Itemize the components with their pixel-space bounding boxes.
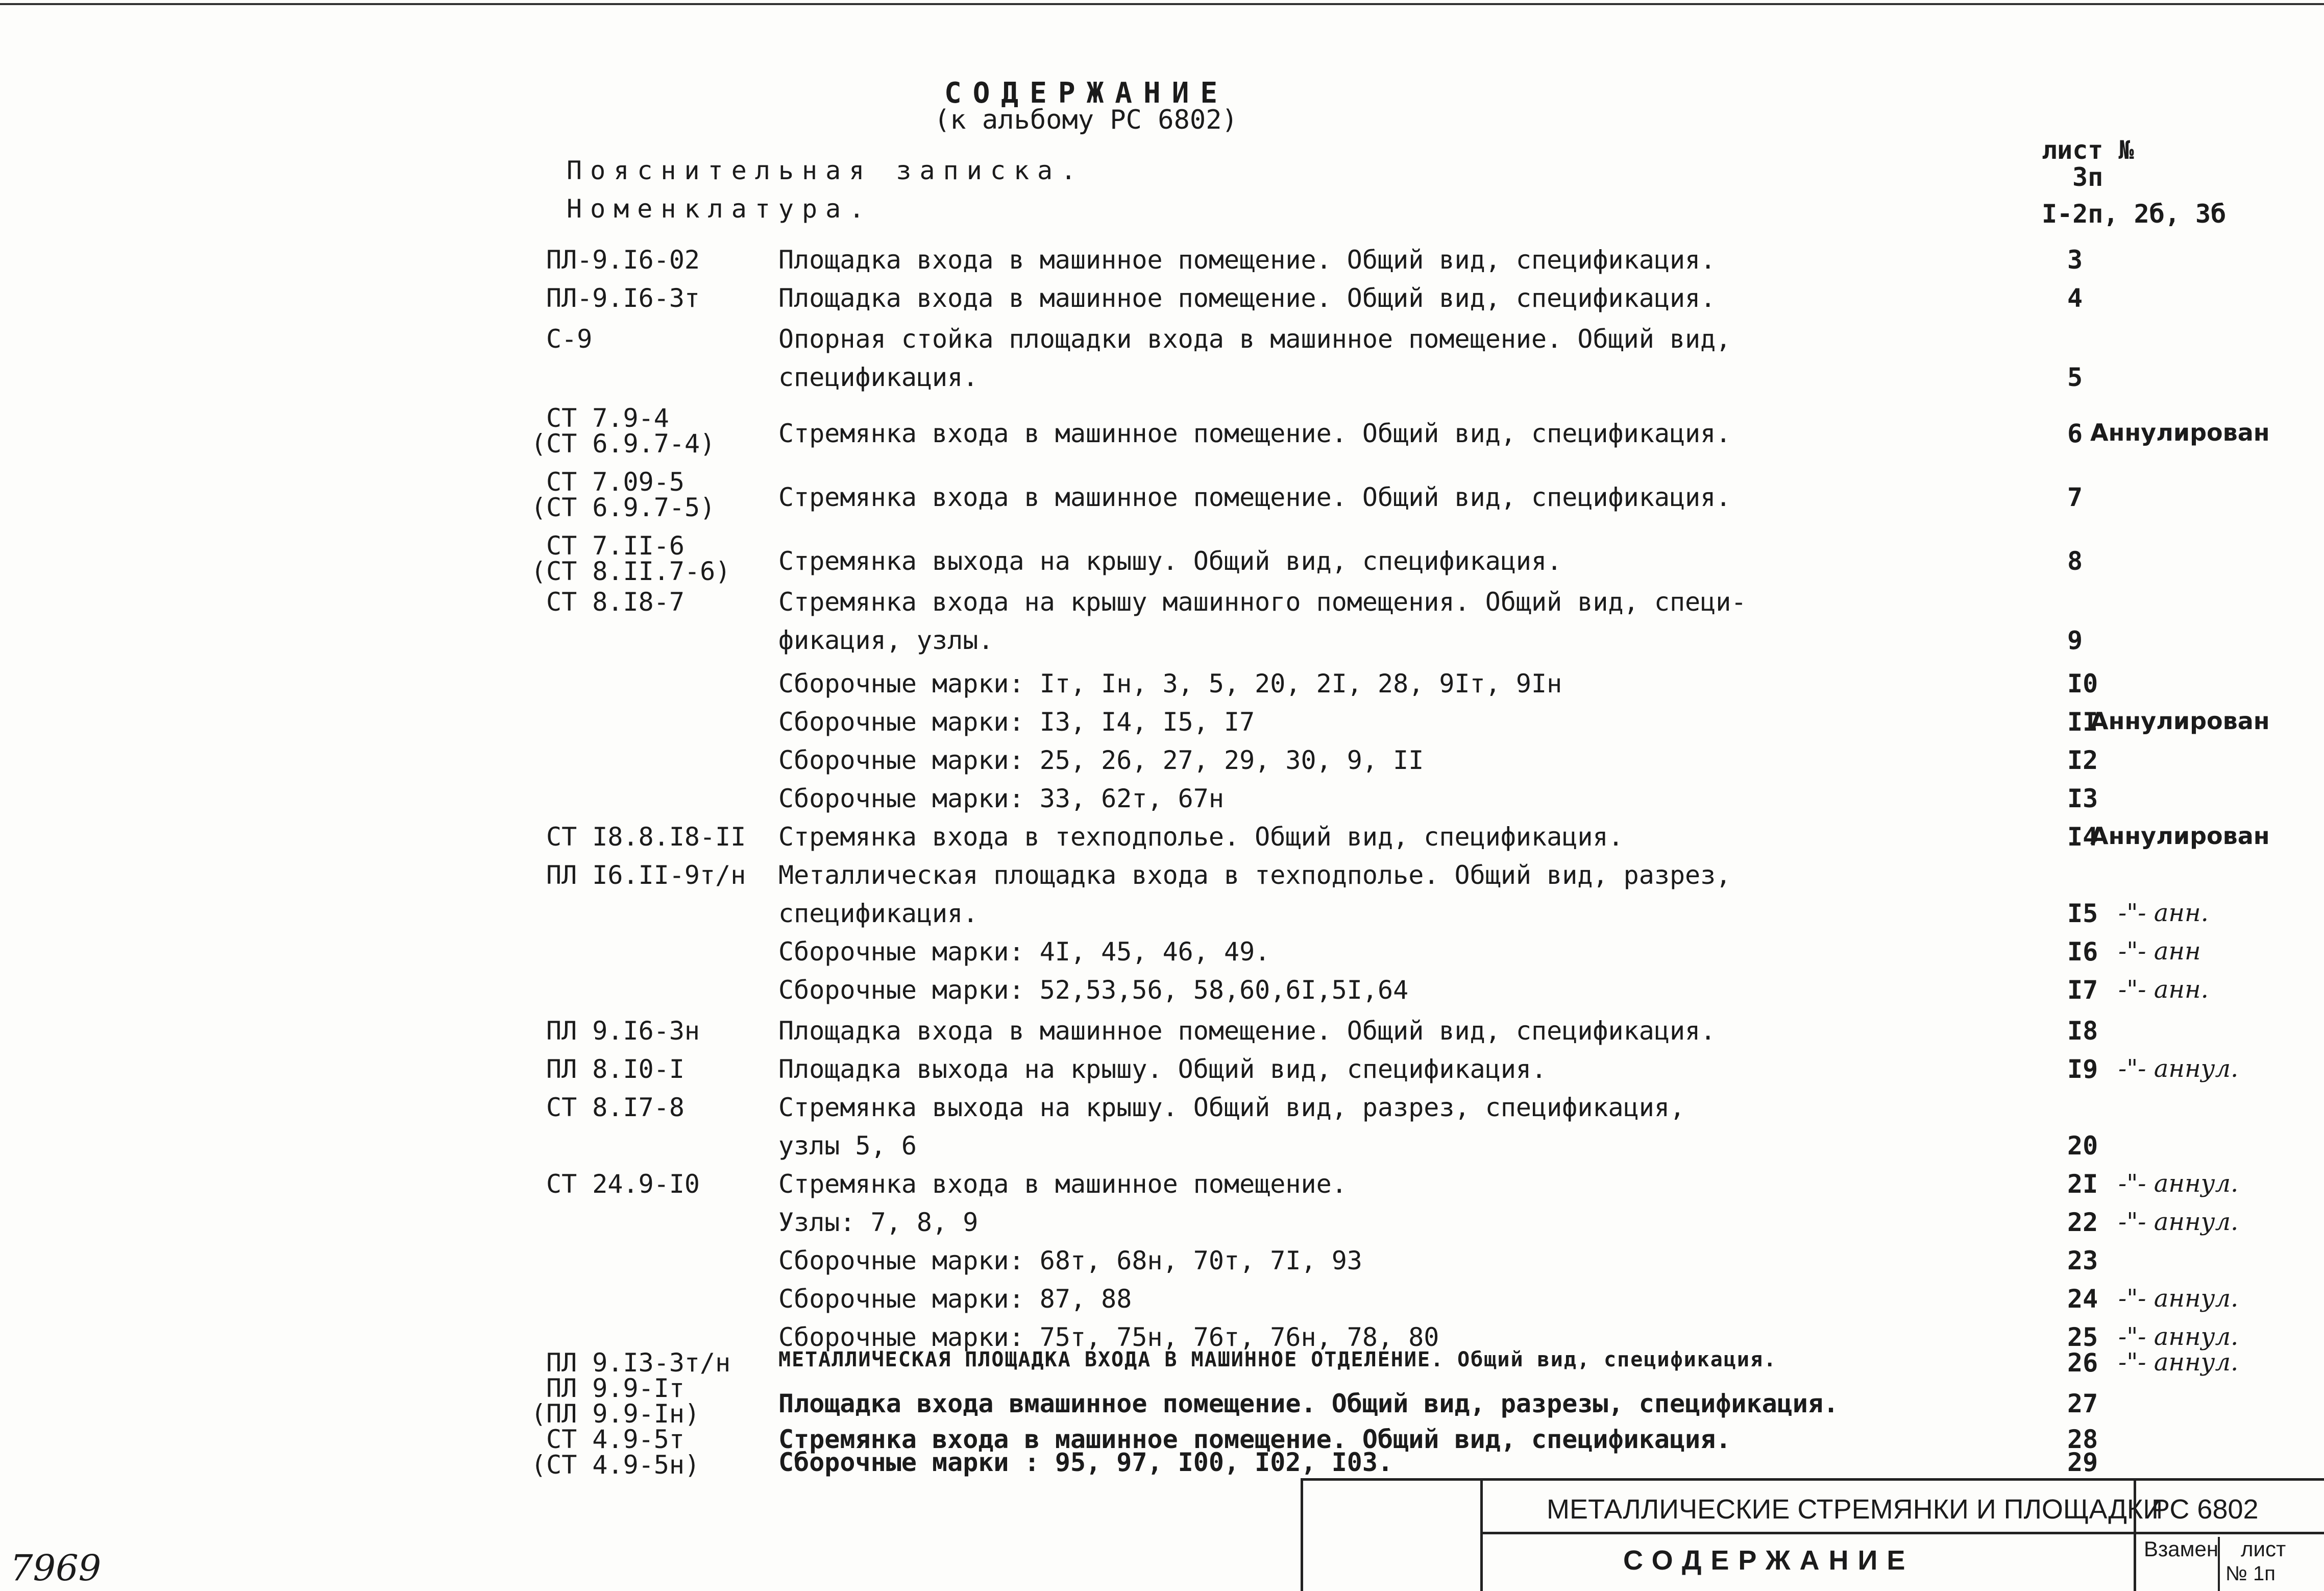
- entry-sheet-number: II: [2067, 707, 2098, 737]
- entry-description: Стремянка входа в техподполье. Общий вид, спецификация.: [778, 822, 1624, 852]
- entry-description: Стремянка выхода на крышу. Общий вид, разрез, спецификация,: [778, 1093, 1685, 1122]
- entry-code-alt: (СТ 6.9.7-4): [531, 429, 716, 459]
- entry-description: Площадка входа в машинное помещение. Общий вид, спецификация.: [778, 1016, 1716, 1046]
- entry-sheet-number: I0: [2067, 669, 2098, 698]
- entry-sheet-number: 25: [2067, 1322, 2098, 1352]
- entry-description: Сборочные марки: 52,53,56, 58,60,6I,5I,64: [778, 975, 1409, 1005]
- entry-code: СТ 7.9-4: [546, 403, 669, 433]
- entry-description: Площадка входа вмашинное помещение. Общий вид, разрезы, спецификация.: [778, 1389, 1839, 1418]
- entry-sheet-number: 26: [2067, 1348, 2098, 1378]
- entry-description: Стремянка входа в машинное помещение.: [778, 1169, 1347, 1199]
- entry-status-note: -"- аннул.: [2118, 1322, 2239, 1351]
- entry-sheet-number: 27: [2067, 1389, 2098, 1418]
- entry-description: Сборочные марки: 33, 62т, 67н: [778, 784, 1224, 813]
- entry-sheet-number: 4: [2067, 283, 2083, 313]
- entry-sheet-number: 2I: [2067, 1169, 2098, 1199]
- entry-sheet-number: I3: [2067, 784, 2098, 813]
- entry-code: ПЛ I6.II-9т/н: [546, 860, 746, 890]
- margin-handwritten-number: 7969: [10, 1547, 102, 1589]
- entry-sheet-number: I5: [2067, 899, 2098, 928]
- entry-description: Сборочные марки: Iт, Iн, 3, 5, 20, 2I, 28, 9Iт, 9Iн: [778, 669, 1562, 698]
- entry-status-note: -"- аннул.: [2118, 1054, 2239, 1083]
- entry-code: СТ I8.8.I8-II: [546, 822, 746, 852]
- entry-description: Сборочные марки: 75т, 75н, 76т, 76н, 78, 80: [778, 1322, 1439, 1352]
- entry-code-alt: (СТ 6.9.7-5): [531, 493, 716, 522]
- stamp-left-border: [1301, 1478, 1303, 1591]
- entry-sheet-number: 3: [2067, 245, 2083, 275]
- entry-status-note: -"- анн: [2118, 937, 2201, 966]
- entry-code: ПЛ-9.I6-02: [546, 245, 700, 275]
- entry-code-alt: (ПЛ 9.9-Iн): [531, 1399, 700, 1429]
- entry-description: Сборочные марки: 25, 26, 27, 29, 30, 9, II: [778, 745, 1424, 775]
- entry-description: Стремянка выхода на крышу. Общий вид, спецификация.: [778, 546, 1562, 576]
- entry-code: ПЛ 8.I0-I: [546, 1054, 684, 1084]
- entry-description: Стремянка входа в машинное помещение. Общий вид, спецификация.: [778, 1425, 1731, 1454]
- entry-status-note: Аннулирован: [2090, 707, 2270, 735]
- stamp-middle-border: [1480, 1532, 2324, 1534]
- entry-description: Стремянка входа на крышу машинного помещения. Общий вид, специ-: [778, 587, 1747, 617]
- entry-sheet-number: 7: [2067, 483, 2083, 512]
- top-border-line: [0, 3, 2324, 5]
- stamp-code: РС 6802: [2151, 1494, 2259, 1525]
- entry-description: Стремянка входа в машинное помещение. Общий вид, спецификация.: [778, 419, 1731, 448]
- entry-description: Площадка выхода на крышу. Общий вид, спецификация.: [778, 1054, 1547, 1084]
- entry-description: Сборочные марки: 4I, 45, 46, 49.: [778, 937, 1270, 967]
- sheet-column-header: лист №: [2042, 135, 2134, 165]
- entry-sheet-number: 20: [2067, 1131, 2098, 1161]
- entry-sheet-number: I9: [2067, 1054, 2098, 1084]
- entry-code: ПЛ 9.I6-3н: [546, 1016, 700, 1046]
- stamp-inner-border: [1480, 1478, 1483, 1591]
- entry-description-continued: спецификация.: [778, 363, 978, 392]
- stamp-sheet-label: лист: [2241, 1537, 2286, 1561]
- entry-sheet-number: I7: [2067, 975, 2098, 1005]
- entry-sheet-number: I2: [2067, 745, 2098, 775]
- entry-sheet-number: 5: [2067, 363, 2083, 392]
- entry-description: МЕТАЛЛИЧЕСКАЯ ПЛОЩАДКА ВХОДА В МАШИННОЕ ОТДЕЛЕНИЕ. Общий вид, спецификация.: [778, 1348, 1777, 1371]
- entry-code-alt: (СТ 8.II.7-6): [531, 557, 731, 586]
- entry-code: СТ 7.09-5: [546, 467, 684, 497]
- intro-explanatory-note: Пояснительная записка.: [567, 156, 1085, 185]
- entry-code: ПЛ 9.I3-3т/н: [546, 1348, 731, 1378]
- entry-sheet-number: I8: [2067, 1016, 2098, 1046]
- entry-code: СТ 8.I7-8: [546, 1093, 684, 1122]
- entry-sheet-number: 22: [2067, 1208, 2098, 1237]
- entry-status-note: -"- аннул.: [2118, 1208, 2239, 1236]
- entry-description-continued: узлы 5, 6: [778, 1131, 917, 1161]
- entry-description: Узлы: 7, 8, 9: [778, 1208, 978, 1237]
- entry-status-note: -"- анн.: [2118, 975, 2209, 1004]
- entry-description-continued: Сборочные марки : 95, 97, I00, I02, I03.: [778, 1448, 1393, 1477]
- entry-sheet-number-second: 29: [2067, 1448, 2098, 1477]
- page-title: СОДЕРЖАНИЕ: [944, 77, 1229, 110]
- entry-code: СТ 4.9-5т: [546, 1425, 684, 1454]
- stamp-top-border: [1301, 1478, 2324, 1481]
- entry-status-note: -"- анн.: [2118, 899, 2209, 927]
- entry-code-alt: (СТ 4.9-5н): [531, 1450, 700, 1480]
- entry-sheet-number: 9: [2067, 625, 2083, 655]
- stamp-sheet-number: № 1п: [2225, 1562, 2276, 1585]
- entry-description-continued: спецификация.: [778, 899, 978, 928]
- entry-sheet-number: I4: [2067, 822, 2098, 852]
- entry-status-note: Аннулирован: [2090, 822, 2270, 850]
- entry-sheet-number: 8: [2067, 546, 2083, 576]
- entry-code: С-9: [546, 324, 593, 354]
- stamp-replace-label: Взамен: [2144, 1537, 2219, 1561]
- entry-code: ПЛ-9.I6-3т: [546, 283, 700, 313]
- entry-code: ПЛ 9.9-Iт: [546, 1373, 684, 1403]
- entry-status-note: Аннулирован: [2090, 419, 2270, 446]
- entry-code: СТ 7.II-6: [546, 531, 684, 561]
- entry-description: Стремянка входа в машинное помещение. Общий вид, спецификация.: [778, 483, 1731, 512]
- entry-sheet-number: 23: [2067, 1246, 2098, 1275]
- stamp-title: МЕТАЛЛИЧЕСКИЕ СТРЕМЯНКИ И ПЛОЩАДКИ: [1547, 1494, 2163, 1525]
- sheet-intro-first: 3п: [2072, 162, 2103, 192]
- entry-description: Площадка входа в машинное помещение. Общий вид, спецификация.: [778, 283, 1716, 313]
- entry-status-note: -"- аннул.: [2118, 1169, 2239, 1198]
- entry-status-note: -"- аннул.: [2118, 1348, 2239, 1377]
- entry-sheet-number: I6: [2067, 937, 2098, 967]
- entry-description: Сборочные марки: 87, 88: [778, 1284, 1132, 1314]
- entry-description: Сборочные марки: I3, I4, I5, I7: [778, 707, 1255, 737]
- entry-code: СТ 24.9-I0: [546, 1169, 700, 1199]
- entry-sheet-number: 28: [2067, 1425, 2098, 1454]
- entry-sheet-number: 6: [2067, 419, 2083, 448]
- entry-description: Металлическая площадка входа в техподполье. Общий вид, разрез,: [778, 860, 1731, 890]
- entry-description: Опорная стойка площадки входа в машинное помещение. Общий вид,: [778, 324, 1731, 354]
- stamp-subtitle: СОДЕРЖАНИЕ: [1623, 1545, 1915, 1576]
- intro-nomenclature: Номенклатура.: [567, 194, 873, 224]
- page-subtitle: (к альбому РС 6802): [934, 105, 1238, 135]
- entry-code: СТ 8.I8-7: [546, 587, 684, 617]
- entry-description: Площадка входа в машинное помещение. Общий вид, спецификация.: [778, 245, 1716, 275]
- sheet-intro-second: I-2п, 2б, 3б: [2042, 199, 2227, 229]
- entry-description: Сборочные марки: 68т, 68н, 70т, 7I, 93: [778, 1246, 1362, 1275]
- entry-sheet-number: 24: [2067, 1284, 2098, 1314]
- entry-status-note: -"- аннул.: [2118, 1284, 2239, 1313]
- entry-description-continued: фикация, узлы.: [778, 625, 994, 655]
